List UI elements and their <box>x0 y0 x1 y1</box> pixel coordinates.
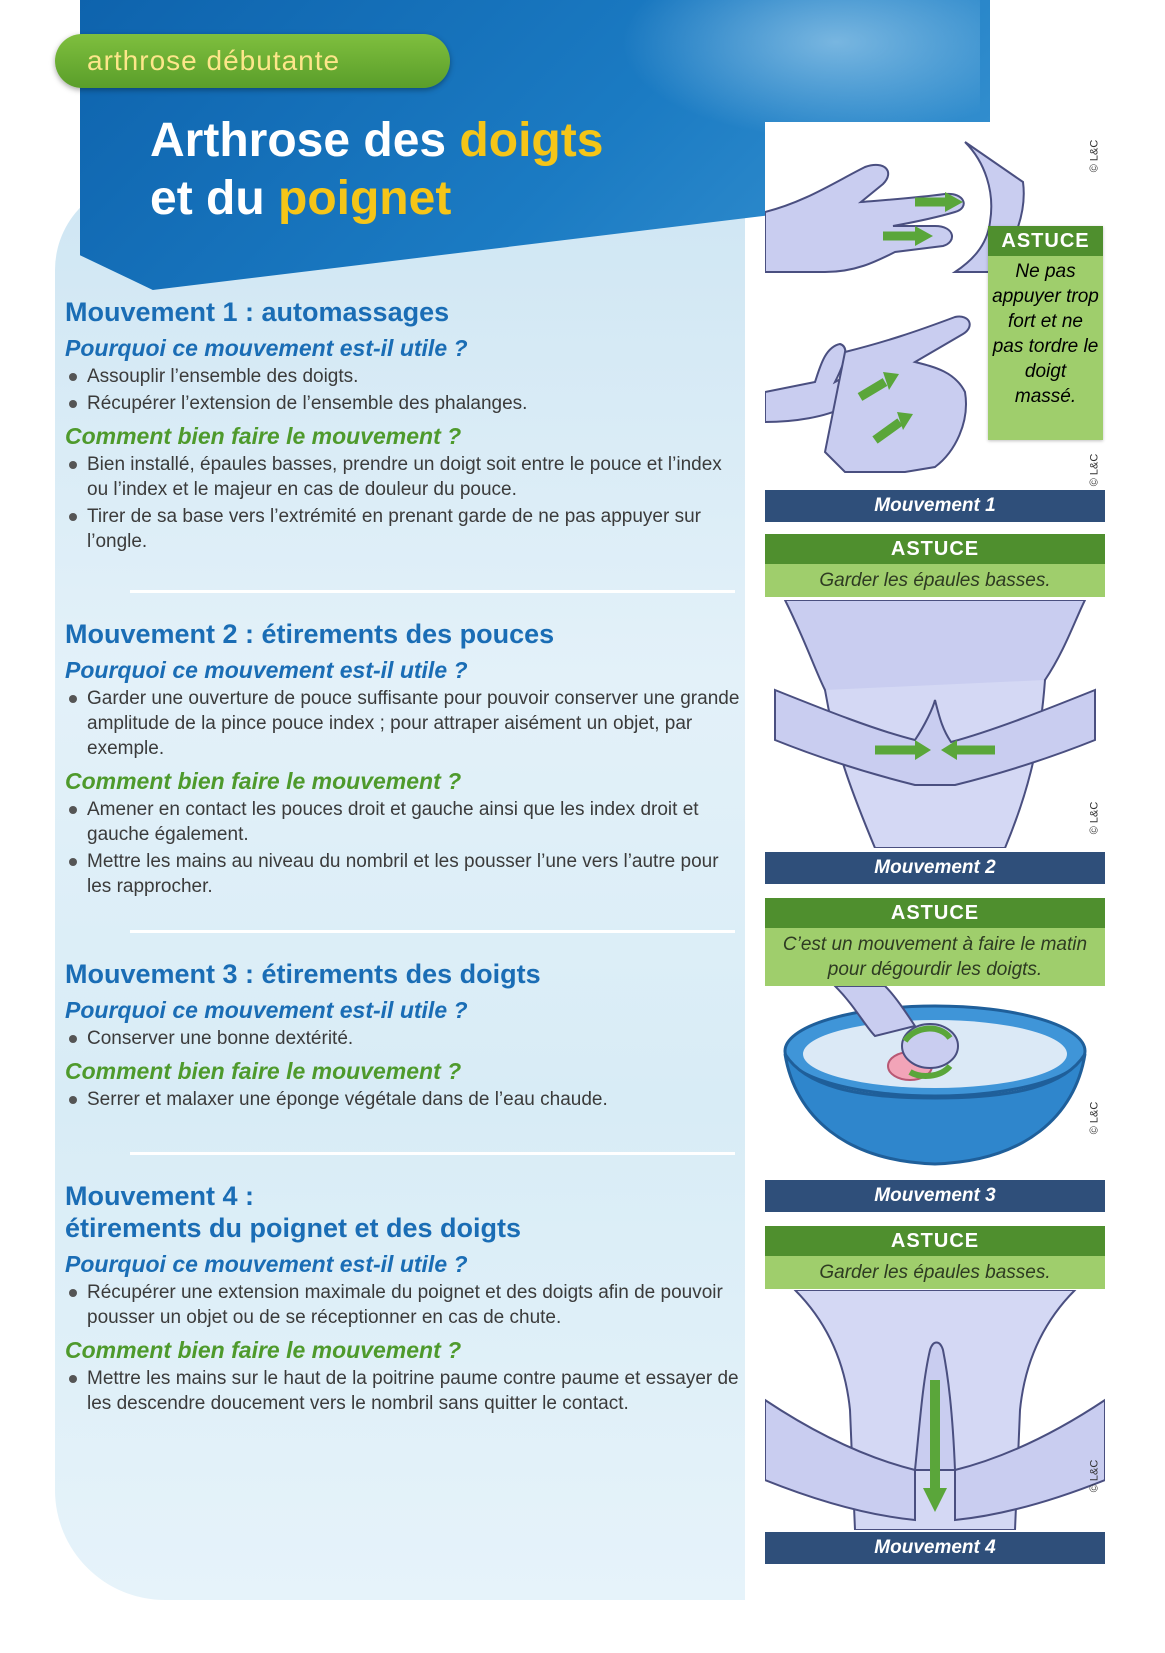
list-item: Bien installé, épaules basses, prendre un doigt soit entre le pouce et l’index ou l’index et le majeur en cas de douleur du pouce. <box>65 452 745 502</box>
astuce-text: Ne pas appuyer trop fort et ne pas tordre le doigt massé. <box>992 261 1099 407</box>
why-list <box>65 1280 745 1330</box>
illustration-mouvement-2 <box>765 600 1105 848</box>
caption-mouvement-2: Mouvement 2 <box>765 852 1105 884</box>
category-tag: arthrose débutante <box>55 34 450 88</box>
title-line1-highlight: doigts <box>459 114 604 167</box>
section-mouvement-1 <box>65 296 745 556</box>
section-mouvement-4 <box>65 1180 745 1418</box>
why-list <box>65 364 745 416</box>
list-item: Mettre les mains au niveau du nombril et les pousser l’une vers l’autre pour les rapprocher. <box>65 849 745 899</box>
list-item: Récupérer une extension maximale du poignet et des doigts afin de pouvoir pousser un objet ou de se réceptionner en cas de chute. <box>65 1280 745 1330</box>
illustration-mouvement-3 <box>765 986 1105 1176</box>
astuce-box-4 <box>765 1226 1105 1289</box>
section-divider <box>130 930 735 933</box>
sponge-bowl-illustration <box>765 986 1105 1176</box>
astuce-text: C’est un mouvement à faire le matin pour dégourdir les doigts. <box>782 934 1088 980</box>
astuce-box-3 <box>765 898 1105 986</box>
why-list <box>65 1026 745 1051</box>
caption-mouvement-4: Mouvement 4 <box>765 1532 1105 1564</box>
section-heading: Mouvement 3 : étirements des doigts <box>65 959 541 989</box>
copyright-label: © L&C <box>1088 1101 1101 1135</box>
astuce-heading: ASTUCE <box>988 226 1103 256</box>
list-item: Mettre les mains sur le haut de la poitrine paume contre paume et essayer de les descendre doucement vers le nombril sans quitter le contact. <box>65 1366 745 1416</box>
astuce-text: Garder les épaules basses. <box>819 1262 1051 1283</box>
how-list <box>65 1087 745 1112</box>
section-divider <box>130 590 735 593</box>
caption-mouvement-3: Mouvement 3 <box>765 1180 1105 1212</box>
title-line2-highlight: poignet <box>278 172 452 225</box>
how-list <box>65 797 745 899</box>
astuce-heading: ASTUCE <box>765 1226 1105 1256</box>
how-heading: Comment bien faire le mouvement ? <box>65 768 462 794</box>
how-list <box>65 1366 745 1416</box>
list-item: Conserver une bonne dextérité. <box>65 1026 745 1051</box>
list-item: Garder une ouverture de pouce suffisante pour pouvoir conserver une grande amplitude de la pince pouce index ; pour attraper aisément un objet, par exemple. <box>65 686 745 761</box>
why-heading: Pourquoi ce mouvement est-il utile ? <box>65 997 468 1023</box>
why-heading: Pourquoi ce mouvement est-il utile ? <box>65 1251 468 1277</box>
why-heading: Pourquoi ce mouvement est-il utile ? <box>65 657 468 683</box>
palms-together-illustration <box>765 1290 1105 1530</box>
how-list <box>65 452 745 554</box>
section-heading-line2: étirements du poignet et des doigts <box>65 1213 522 1243</box>
caption-mouvement-1: Mouvement 1 <box>765 490 1105 522</box>
section-heading: Mouvement 1 : automassages <box>65 297 450 327</box>
section-divider <box>130 1152 735 1155</box>
list-item: Serrer et malaxer une éponge végétale dans de l’eau chaude. <box>65 1087 745 1112</box>
header-sky-decoration <box>620 0 980 140</box>
how-heading: Comment bien faire le mouvement ? <box>65 1058 462 1084</box>
section-mouvement-2 <box>65 618 745 901</box>
list-item: Assouplir l’ensemble des doigts. <box>65 364 745 389</box>
astuce-heading: ASTUCE <box>765 898 1105 928</box>
astuce-box-2 <box>765 534 1105 597</box>
list-item: Récupérer l’extension de l’ensemble des phalanges. <box>65 391 745 416</box>
thumbs-stretch-illustration <box>765 600 1105 848</box>
how-heading: Comment bien faire le mouvement ? <box>65 1337 462 1363</box>
section-mouvement-3 <box>65 958 745 1114</box>
section-heading-line1: Mouvement 4 : <box>65 1181 255 1211</box>
list-item: Amener en contact les pouces droit et gauche ainsi que les index droit et gauche également. <box>65 797 745 847</box>
list-item: Tirer de sa base vers l’extrémité en prenant garde de ne pas appuyer sur l’ongle. <box>65 504 745 554</box>
copyright-label: © L&C <box>1088 801 1101 835</box>
title-line1-prefix: Arthrose des <box>150 114 460 167</box>
copyright-label: © L&C <box>1088 453 1101 487</box>
why-list <box>65 686 745 761</box>
astuce-text: Garder les épaules basses. <box>819 570 1051 591</box>
title-line2-prefix: et du <box>150 172 278 225</box>
why-heading: Pourquoi ce mouvement est-il utile ? <box>65 335 468 361</box>
page-title <box>150 112 603 228</box>
section-heading: Mouvement 2 : étirements des pouces <box>65 619 555 649</box>
astuce-heading: ASTUCE <box>765 534 1105 564</box>
illustration-mouvement-4 <box>765 1290 1105 1530</box>
copyright-label: © L&C <box>1088 139 1101 173</box>
how-heading: Comment bien faire le mouvement ? <box>65 423 462 449</box>
copyright-label: © L&C <box>1088 1459 1101 1493</box>
astuce-box-1 <box>988 226 1103 440</box>
